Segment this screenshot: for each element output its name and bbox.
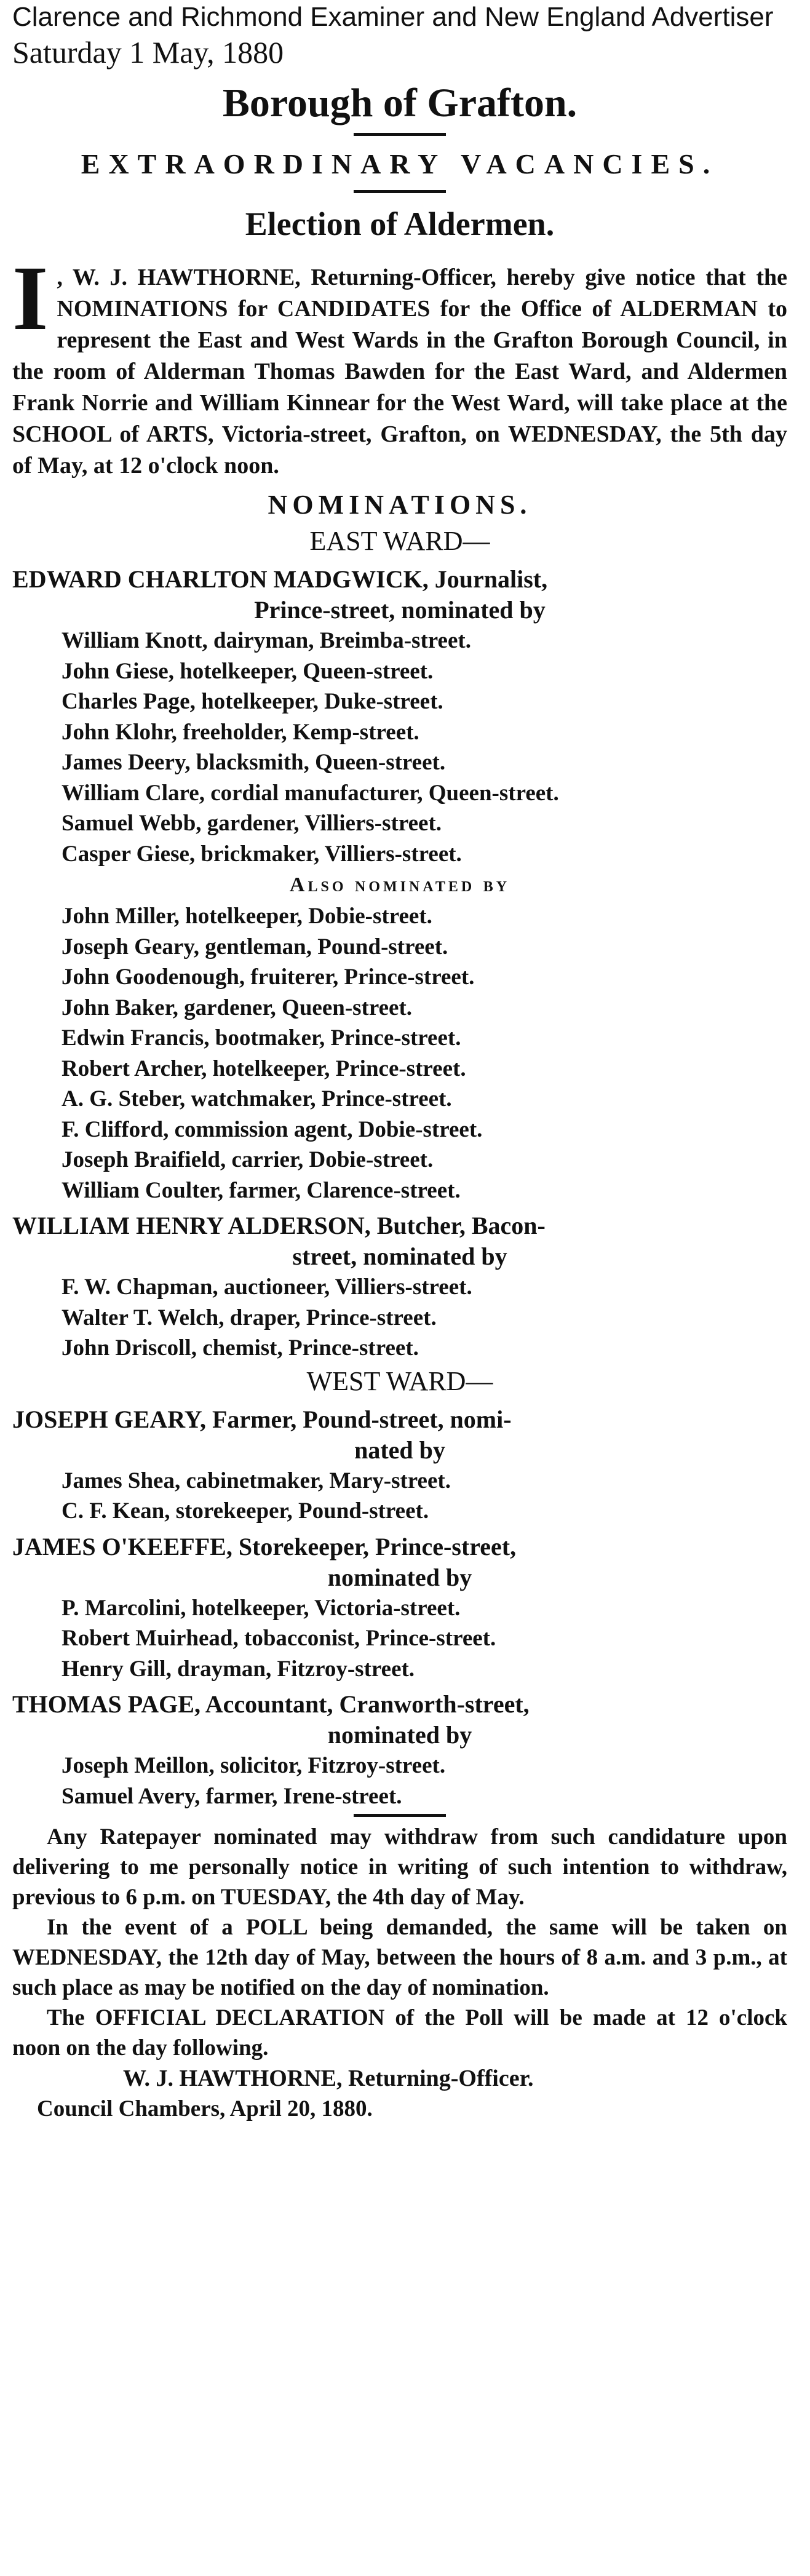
candidate-line: EDWARD CHARLTON MADGWICK, Journalist,	[12, 565, 548, 593]
poll-paragraph: In the event of a POLL being demanded, the same will be taken on WEDNESDAY, the 12th day of May, between the hours of 8 a.m. and 3 p.m., at such place as may be notified on the day of nomination.	[12, 1915, 787, 2000]
nominator: John Miller, hotelkeeper, Dobie-street.	[62, 904, 432, 929]
nominator: William Coulter, farmer, Clarence-street.	[62, 1177, 461, 1203]
nominator: Walter T. Welch, draper, Prince-street.	[62, 1305, 437, 1330]
nominator: James Shea, cabinetmaker, Mary-street.	[62, 1468, 451, 1493]
also-nominated-label: Also nominated by	[289, 873, 510, 896]
candidate-line: Prince-street, nominated by	[254, 596, 546, 624]
nominator: Edwin Francis, bootmaker, Prince-street.	[62, 1025, 461, 1051]
nominator-list	[12, 901, 787, 1206]
nominator: John Giese, hotelkeeper, Queen-street.	[62, 658, 434, 684]
candidate-line: THOMAS PAGE, Accountant, Cranworth-street,	[12, 1690, 530, 1718]
nominator: John Klohr, freeholder, Kemp-street.	[62, 719, 419, 745]
nominator: John Driscoll, chemist, Prince-street.	[62, 1335, 419, 1361]
notice-subtitle: EXTRAORDINARY VACANCIES.	[81, 148, 719, 180]
divider	[354, 190, 446, 193]
candidate-line: JAMES O'KEEFFE, Storekeeper, Prince-street,	[12, 1532, 517, 1560]
candidate-page	[12, 1689, 787, 1751]
signature: W. J. HAWTHORNE, Returning-Officer.	[123, 2065, 534, 2091]
candidate-line: nated by	[354, 1436, 445, 1464]
nominator: Robert Muirhead, tobacconist, Prince-street.	[62, 1626, 496, 1651]
nominator: C. F. Kean, storekeeper, Pound-street.	[62, 1498, 429, 1524]
notice-heading: Election of Aldermen.	[245, 205, 555, 242]
nominator: P. Marcolini, hotelkeeper, Victoria-street.	[62, 1595, 461, 1621]
notice-title: Borough of Grafton.	[222, 81, 578, 125]
candidate-alderson	[12, 1210, 787, 1272]
intro-paragraph	[12, 247, 787, 482]
candidate-line: street, nominated by	[292, 1242, 507, 1270]
candidate-geary	[12, 1404, 787, 1466]
nominator: F. Clifford, commission agent, Dobie-street.	[62, 1116, 483, 1142]
nominator: F. W. Chapman, auctioneer, Villiers-street.	[62, 1274, 472, 1300]
nominator: Charles Page, hotelkeeper, Duke-street.	[62, 689, 443, 714]
nominator: Casper Giese, brickmaker, Villiers-street.	[62, 841, 462, 867]
nominator: Samuel Webb, gardener, Villiers-street.	[62, 811, 442, 836]
candidate-madgwick	[12, 564, 787, 626]
withdrawal-paragraph: Any Ratepayer nominated may withdraw from such candidature upon delivering to me personally notice in writing of such intention to withdraw, previous to 6 p.m. on TUESDAY, the 4th day of May.	[12, 1824, 787, 1910]
candidate-line: JOSEPH GEARY, Farmer, Pound-street, nomi-	[12, 1405, 512, 1433]
nominator-list	[12, 1466, 787, 1527]
nominator: A. G. Steber, watchmaker, Prince-street.	[62, 1086, 452, 1111]
nominator-list	[12, 1751, 787, 1811]
nominator: James Deery, blacksmith, Queen-street.	[62, 750, 446, 775]
publication-name: Clarence and Richmond Examiner and New England Advertiser	[12, 2, 774, 32]
nominator: John Baker, gardener, Queen-street.	[62, 995, 413, 1020]
nominator: John Goodenough, fruiterer, Prince-street.	[62, 964, 475, 990]
nominator: Joseph Meillon, solicitor, Fitzroy-street.	[62, 1753, 446, 1778]
nominations-heading: NOMINATIONS.	[268, 490, 532, 520]
intro-text: , W. J. HAWTHORNE, Returning-Officer, hereby give notice that the NOMINATIONS for CANDIDATES for the Office of ALDERMAN to represent the East and West Wards in the Grafton Borough Council, in the room of Alderman Thomas Bawden for the East Ward, and Aldermen Frank Norrie and William Kinnear for the West Ward, will take place at the SCHOOL of ARTS, Victoria-street, Grafton, on WEDNESDAY, the 5th day of May, at 12 o'clock noon.	[12, 264, 787, 479]
nominator: Robert Archer, hotelkeeper, Prince-street.	[62, 1055, 466, 1081]
divider	[354, 1814, 446, 1817]
divider	[354, 133, 446, 136]
nominator: Joseph Geary, gentleman, Pound-street.	[62, 934, 448, 960]
nominator-list	[12, 626, 787, 869]
notice-article	[12, 76, 787, 2125]
drop-cap: I	[12, 247, 49, 349]
candidate-okeeffe	[12, 1532, 787, 1593]
nominator-list	[12, 1272, 787, 1364]
nominator: William Clare, cordial manufacturer, Queen-street.	[62, 780, 559, 806]
nominator: William Knott, dairyman, Breimba-street.	[62, 628, 471, 653]
nominator-list	[12, 1593, 787, 1685]
nominator: Samuel Avery, farmer, Irene-street.	[62, 1783, 402, 1809]
declaration-paragraph: The OFFICIAL DECLARATION of the Poll will be made at 12 o'clock noon on the day following.	[12, 2005, 787, 2061]
candidate-line: nominated by	[327, 1563, 472, 1591]
east-ward-heading: EAST WARD—	[309, 526, 490, 556]
west-ward-heading: WEST WARD—	[306, 1366, 493, 1396]
candidate-line: nominated by	[327, 1721, 472, 1749]
nominator: Henry Gill, drayman, Fitzroy-street.	[62, 1656, 415, 1682]
sign-place-date: Council Chambers, April 20, 1880.	[37, 2096, 373, 2121]
nominator: Joseph Braifield, carrier, Dobie-street.	[62, 1147, 434, 1172]
publication-date: Saturday 1 May, 1880	[12, 35, 284, 70]
candidate-line: WILLIAM HENRY ALDERSON, Butcher, Bacon-	[12, 1212, 546, 1239]
